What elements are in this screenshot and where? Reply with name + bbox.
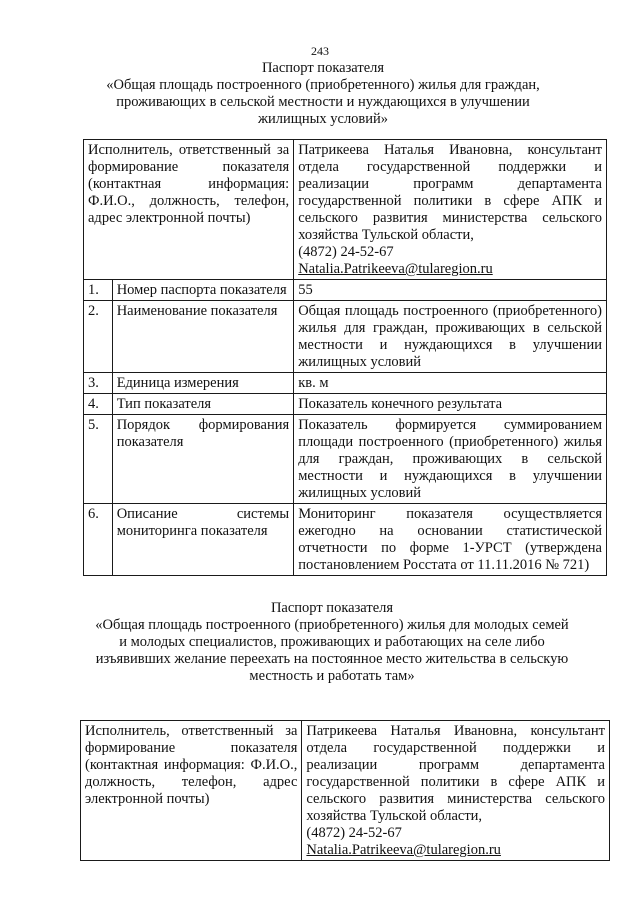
passport2-subtitle-line: изъявивших желание переехать на постоянное место жительства в сельскую xyxy=(95,651,569,667)
passport2-subtitle-line: «Общая площадь построенного (приобретенного) жилья для молодых семей xyxy=(95,617,569,633)
executor-line: реализации программ департамента xyxy=(306,757,605,773)
row-value: Показатель конечного результата xyxy=(294,394,607,415)
page-number: 243 xyxy=(311,44,329,58)
table-row xyxy=(84,415,607,504)
row-value: Мониторинг показателя осуществляется ежегодно на основании статистической отчетности по форме 1-УРСТ (утверждена постановлением Росстата от 11.11.2016 № 721) xyxy=(294,504,607,576)
passport2-subtitle-line: и молодых специалистов, проживающих и работающих на селе либо xyxy=(119,634,545,650)
executor-line: сельского развития министерства сельского xyxy=(298,210,602,226)
executor-label: Исполнитель, ответственный за формирование показателя (контактная информация: Ф.И.О., должность, телефон, адрес электронной почты) xyxy=(81,721,302,861)
table-row xyxy=(84,140,607,280)
passport2-title: Паспорт показателя xyxy=(270,600,394,616)
row-number: 6. xyxy=(84,504,113,576)
executor-line: государственной политики в сфере АПК и xyxy=(298,193,602,209)
row-number: 5. xyxy=(84,415,113,504)
executor-email-link[interactable]: Natalia.Patrikeeva@tularegion.ru xyxy=(306,842,501,858)
table-row xyxy=(84,394,607,415)
executor-label: Исполнитель, ответственный за формирование показателя (контактная информация: Ф.И.О., должность, телефон, адрес электронной почты) xyxy=(84,140,294,280)
passport1-subtitle-line: проживающих в сельской местности и нуждающихся в улучшении xyxy=(116,94,530,110)
row-value: 55 xyxy=(294,280,607,301)
row-label: Порядок формирования показателя xyxy=(112,415,294,504)
executor-line: отдела государственной поддержки и xyxy=(306,740,605,756)
passport2-table xyxy=(80,720,610,861)
row-number: 4. xyxy=(84,394,113,415)
row-number: 3. xyxy=(84,373,113,394)
executor-line: сельского развития министерства сельского xyxy=(306,791,605,807)
passport2-heading xyxy=(92,600,572,685)
passport2-subtitle-line: местность и работать там» xyxy=(249,668,415,684)
passport1-heading xyxy=(88,60,558,128)
row-value: кв. м xyxy=(294,373,607,394)
executor-line: хозяйства Тульской области, xyxy=(298,227,474,243)
row-label: Тип показателя xyxy=(112,394,294,415)
executor-line: реализации программ департамента xyxy=(298,176,602,192)
executor-line: Патрикеева Наталья Ивановна, консультант xyxy=(306,723,605,739)
executor-phone: (4872) 24-52-67 xyxy=(306,825,402,841)
executor-line: отдела государственной поддержки и xyxy=(298,159,602,175)
row-value: Общая площадь построенного (приобретенного) жилья для граждан, проживающих в сельской местности и нуждающихся в улучшении жилищных условий xyxy=(294,301,607,373)
executor-value xyxy=(294,140,607,280)
row-number: 1. xyxy=(84,280,113,301)
row-label: Наименование показателя xyxy=(112,301,294,373)
row-value: Показатель формируется суммированием площади построенного (приобретенного) жилья для граждан, проживающих в сельской местности и нуждающихся в улучшении жилищных условий xyxy=(294,415,607,504)
executor-email-link[interactable]: Natalia.Patrikeeva@tularegion.ru xyxy=(298,261,493,277)
row-number: 2. xyxy=(84,301,113,373)
row-label: Номер паспорта показателя xyxy=(112,280,294,301)
passport1-title: Паспорт показателя xyxy=(261,60,385,76)
passport1-table xyxy=(83,139,607,576)
executor-line: Патрикеева Наталья Ивановна, консультант xyxy=(298,142,602,158)
row-label: Единица измерения xyxy=(112,373,294,394)
table-row xyxy=(84,301,607,373)
executor-line: хозяйства Тульской области, xyxy=(306,808,483,824)
executor-value xyxy=(302,721,610,861)
table-row xyxy=(84,504,607,576)
table-row xyxy=(81,721,610,861)
passport1-subtitle-line: жилищных условий» xyxy=(257,111,389,127)
executor-phone: (4872) 24-52-67 xyxy=(298,244,394,260)
passport1-subtitle-line: «Общая площадь построенного (приобретенного) жилья для граждан, xyxy=(106,77,540,93)
table-row xyxy=(84,373,607,394)
row-label: Описание системы мониторинга показателя xyxy=(112,504,294,576)
executor-line: государственной политики в сфере АПК и xyxy=(306,774,605,790)
table-row xyxy=(84,280,607,301)
